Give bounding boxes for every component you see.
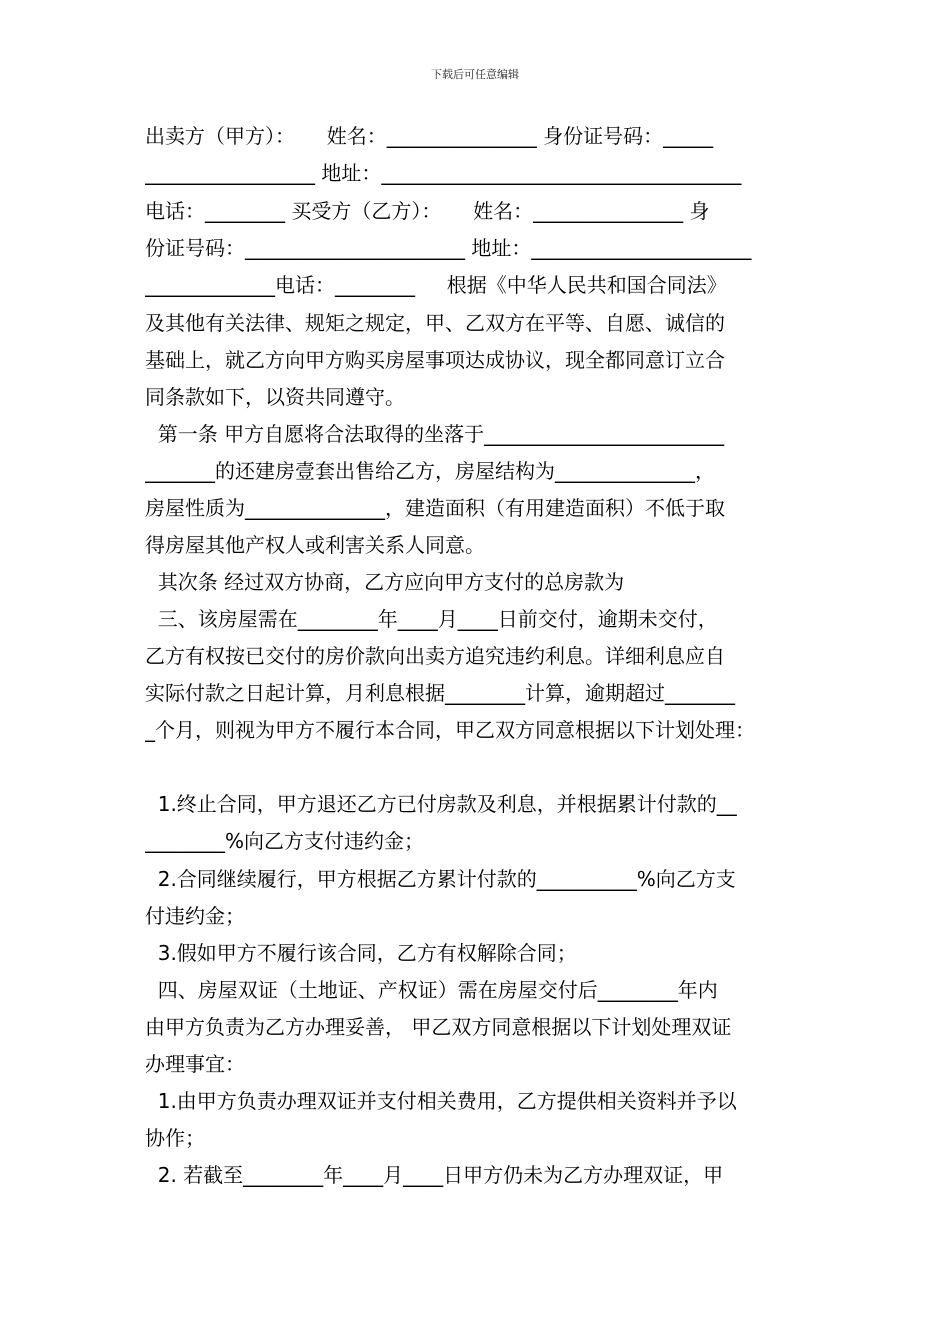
text-line: 1.终止合同，甲方退还乙方已付房款及利息，并根据累计付款的__ xyxy=(145,792,737,816)
text-line: 得房屋其他产权人或利害关系人同意。 xyxy=(145,533,485,557)
text-line: 协作； xyxy=(145,1126,205,1150)
text-line: _______的还建房壹套出售给乙方，房屋结构为______________， xyxy=(145,459,715,483)
text-line: 2. 若截至________年____月____日甲方仍未为乙方办理双证，甲 xyxy=(145,1163,724,1187)
text-line: 三、该房屋需在________年____月____日前交付，逾期未交付， xyxy=(145,607,718,631)
text-line: 房屋性质为______________，建造面积（有用建造面积）不低于取 xyxy=(145,496,725,520)
text-line: 同条款如下，以资共同遵守。 xyxy=(145,385,405,409)
header-note: 下载后可任意编辑 xyxy=(431,68,519,81)
text-line: 3.假如甲方不履行该合同，乙方有权解除合同； xyxy=(145,941,577,965)
text-line: _________________ 地址：____________________________________ xyxy=(145,161,742,185)
text-line: 其次条 经过双方协商，乙方应向甲方支付的总房款为 xyxy=(145,570,625,594)
text-line: 第一条 甲方自愿将合法取得的坐落于________________________ xyxy=(145,422,725,446)
text-line: 办理事宜： xyxy=(145,1052,245,1076)
text-line: 四、房屋双证（土地证、产权证）需在房屋交付后________年内 xyxy=(145,978,718,1002)
text-line: 实际付款之日起计算，月利息根据________计算，逾期超过_______ xyxy=(145,681,735,705)
text-line: 由甲方负责为乙方办理妥善， 甲乙双方同意根据以下计划处理双证 xyxy=(145,1015,732,1039)
text-line: 电话：________ 买受方（乙方）： 姓名：_______________ 身 xyxy=(145,199,710,223)
text-line: ________%向乙方支付违约金； xyxy=(145,829,425,853)
text-line: 乙方有权按已交付的房价款向出卖方追究违约利息。详细利息应自 xyxy=(145,644,725,668)
text-line: 份证号码：______________________ 地址：______________________ xyxy=(145,236,752,260)
text-line: 出卖方（甲方）： 姓名：_______________ 身份证号码：_____ xyxy=(145,124,714,148)
text-line: _个月，则视为甲方不履行本合同，甲乙双方同意根据以下计划处理： xyxy=(145,718,755,742)
text-line: _____________电话：________ 根据《中华人民共和国合同法》 xyxy=(145,273,727,297)
text-line: 1.由甲方负责办理双证并支付相关费用，乙方提供相关资料并予以 xyxy=(145,1089,737,1113)
text-line: 付违约金； xyxy=(145,904,245,928)
text-line: 及其他有关法律、规矩之规定，甲、乙双方在平等、自愿、诚信的 xyxy=(145,311,725,335)
text-line: 基础上，就乙方向甲方购买房屋事项达成协议，现全都同意订立合 xyxy=(145,348,725,372)
text-line: 2.合同继续履行，甲方根据乙方累计付款的__________%向乙方支 xyxy=(145,867,736,891)
